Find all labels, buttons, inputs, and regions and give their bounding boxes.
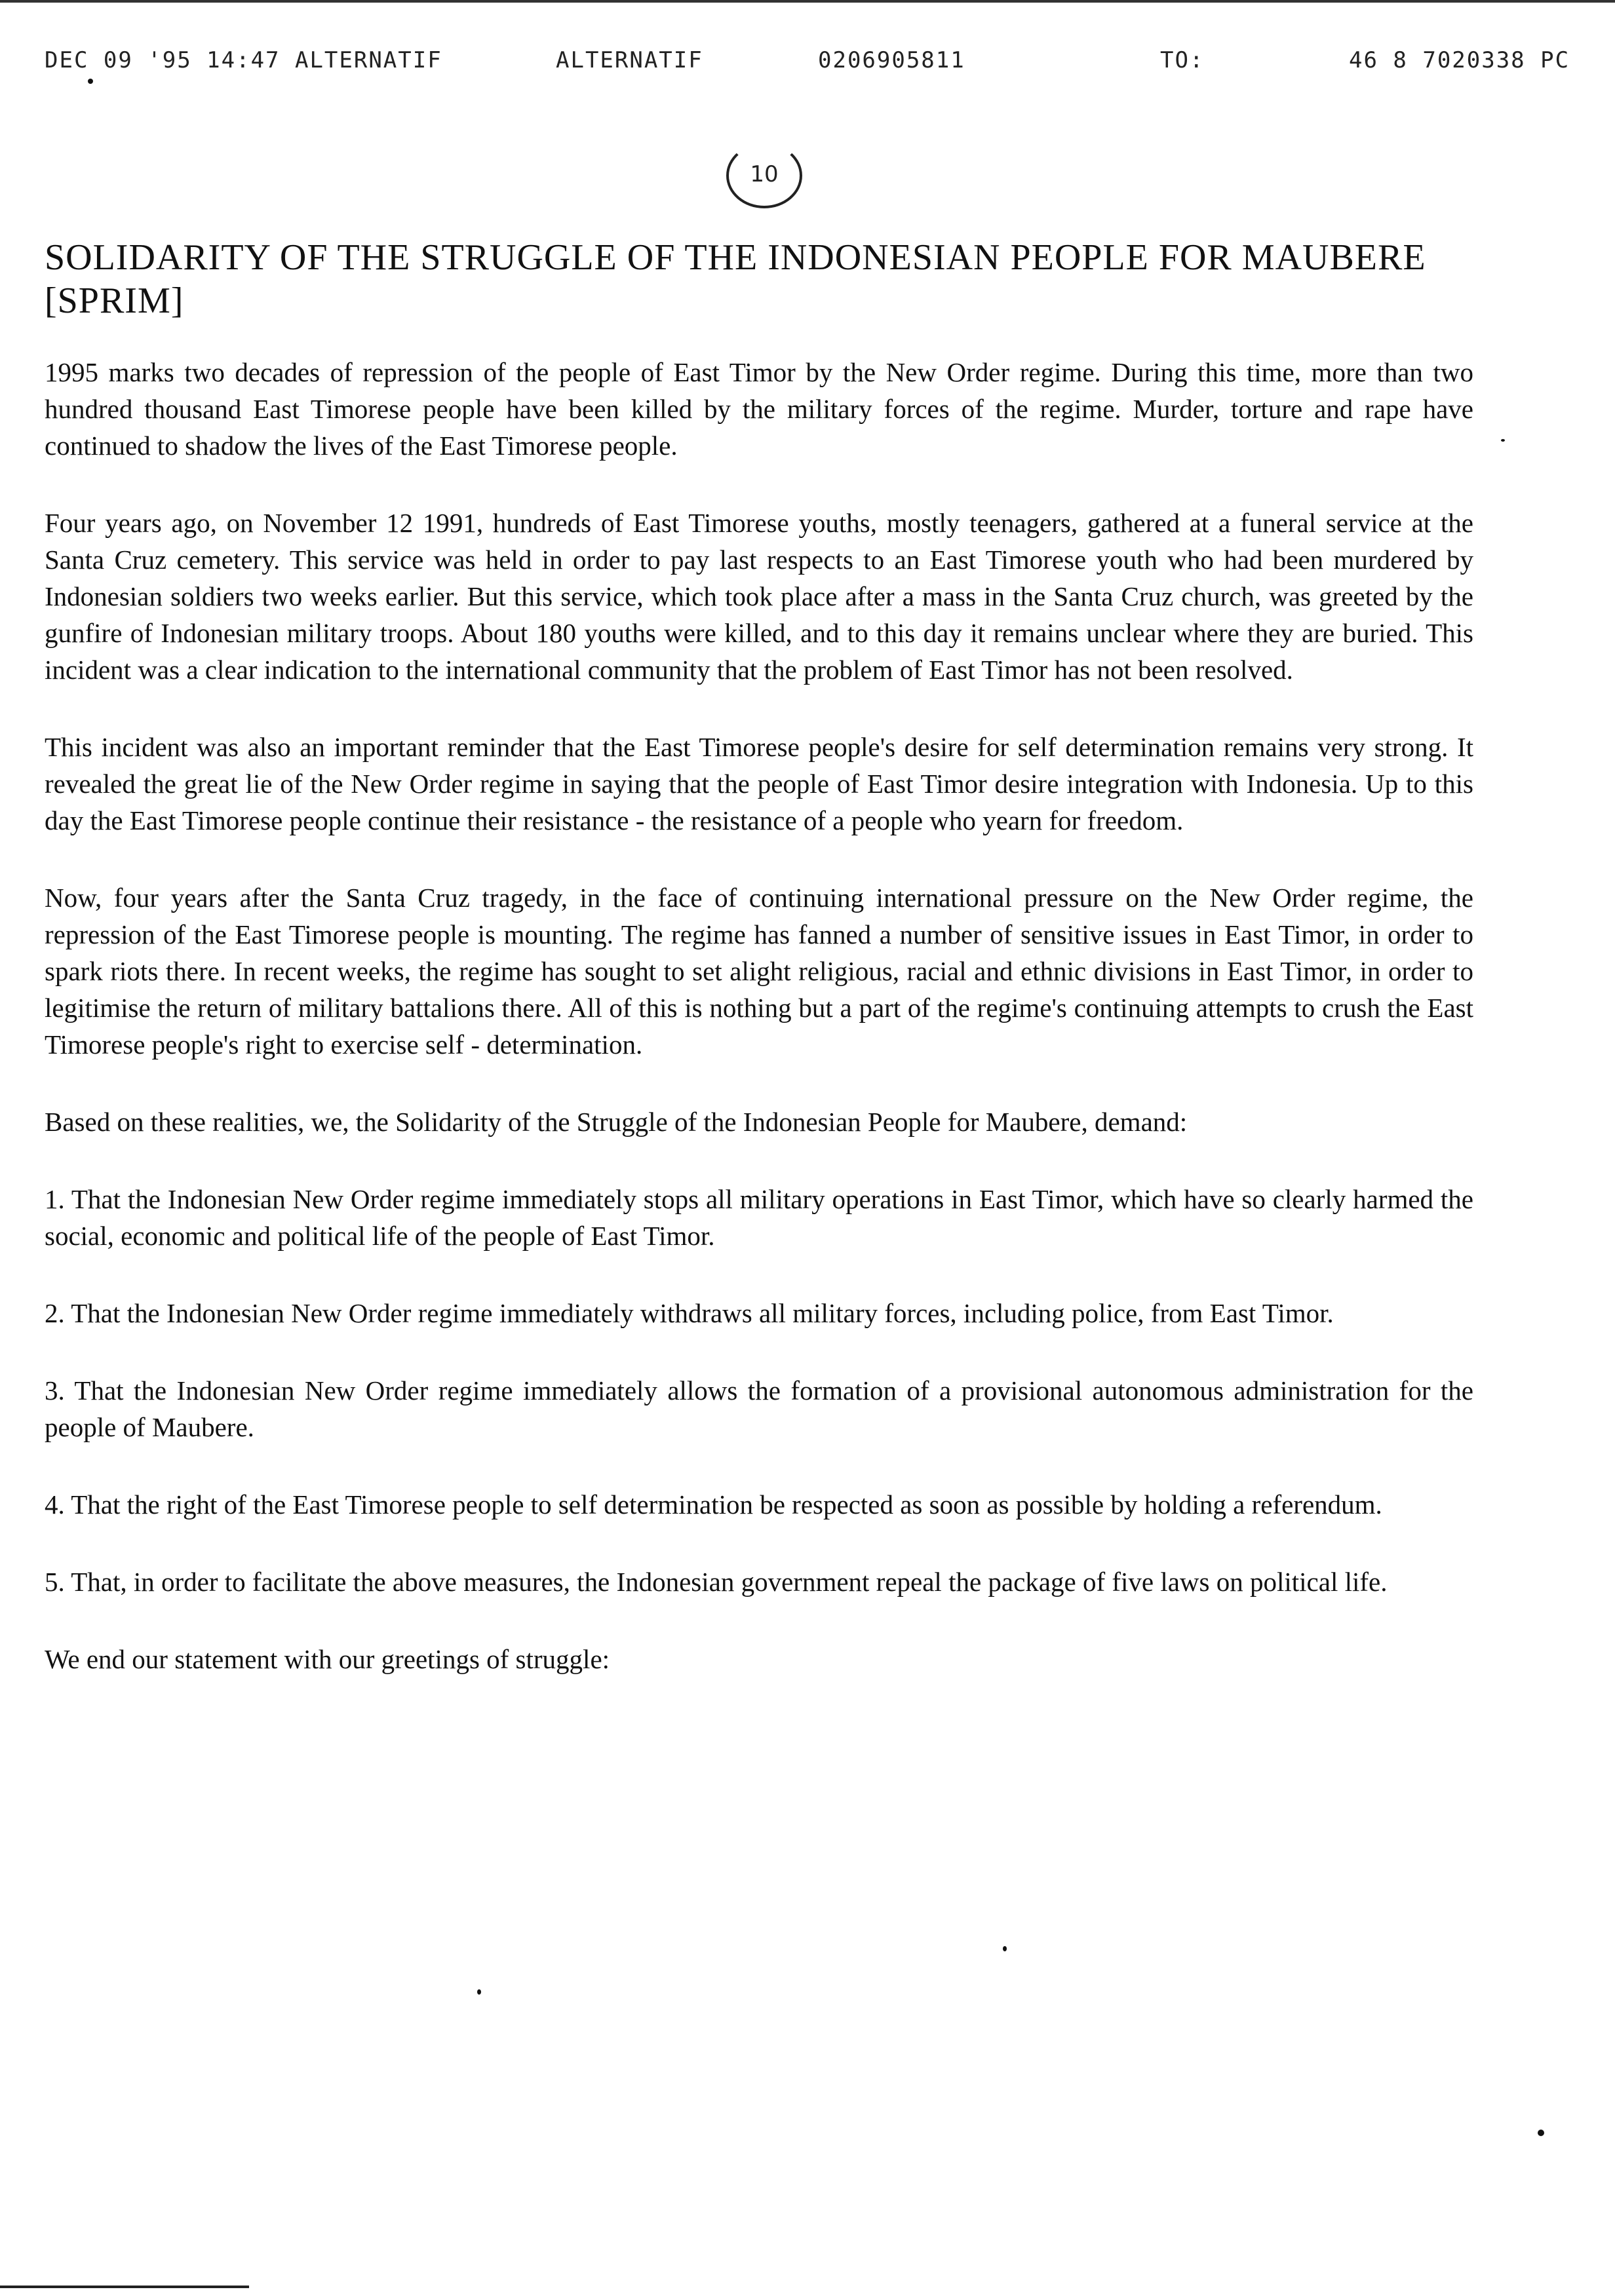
bottom-edge-rule [0,2286,249,2288]
scan-speck [1538,2130,1544,2136]
paragraph-reminder: This incident was also an important reminder that the East Timorese people's desire for self determination remains very strong. It revealed the great lie of the New Order regime in saying that the people of East Timor desire integration with Indonesia. Up to this day the East Timorese people continue their resistance - the resistance of a people who yearn for freedom. [45,732,1473,835]
demand-item-3: 3. That the Indonesian New Order regime immediately allows the formation of a provisional autonomous administration for the people of Maubere. [45,1375,1473,1442]
demands-intro: Based on these realities, we, the Solidarity of the Struggle of the Indonesian People for Maubere, demand: [45,1107,1188,1137]
fax-date-time-sender: DEC 09 '95 14:47 ALTERNATIF [45,47,442,73]
fax-to-label: TO: [1160,47,1205,73]
scan-speck [88,79,93,84]
document-title: SOLIDARITY OF THE STRUGGLE OF THE INDONESIAN PEOPLE FOR MAUBERE [SPRIM] [45,237,1426,321]
demand-item-5: 5. That, in order to facilitate the above measures, the Indonesian government repeal the package of five laws on political life. [45,1567,1388,1597]
demand-item-2: 2. That the Indonesian New Order regime immediately withdraws all military forces, including police, from East Timor. [45,1298,1334,1328]
page-number-circle: 10 [726,143,802,208]
demand-item-4: 4. That the right of the East Timorese people to self determination be respected as soon as possible by holding a referendum. [45,1489,1382,1520]
paragraph-santa-cruz: Four years ago, on November 12 1991, hundreds of East Timorese youths, mostly teenagers, gathered at a funeral service at the Santa Cruz cemetery. This service was held in order to pay last respects to an East Timorese youth who had been murdered by Indonesian soldiers two weeks earlier. But this service, which took place after a mass in the Santa Cruz church, was greeted by the gunfire of Indonesian military troops. About 180 youths were killed, and to this day it remains unclear where they are buried. This incident was a clear indication to the international community that the problem of East Timor has not been resolved. [45,508,1473,685]
fax-phone: 0206905811 [818,47,965,73]
fax-sender: ALTERNATIF [556,47,703,73]
fax-header [0,47,1615,80]
scan-speck [477,1989,481,1995]
fax-destination: 46 8 7020338 PC [1349,47,1570,73]
paragraph-intro: 1995 marks two decades of repression of the people of East Timor by the New Order regime. During this time, more than two hundred thousand East Timorese people have been killed by the military forces of the regime. Murder, torture and rape have continued to shadow the lives of the East Timorese people. [45,357,1473,461]
paragraph-repression: Now, four years after the Santa Cruz tragedy, in the face of continuing international pressure on the New Order regime, the repression of the East Timorese people is mounting. The regime has fanned a number of sensitive issues in East Timor, in order to spark riots there. In recent weeks, the regime has sought to set alight religious, racial and ethnic divisions in East Timor, in order to legitimise the return of military battalions there. All of this is nothing but a part of the regime's continuing attempts to crush the East Timorese people's right to exercise self - determination. [45,883,1473,1060]
scan-speck [1003,1946,1007,1951]
document-body [45,354,1473,1718]
demand-item-1: 1. That the Indonesian New Order regime immediately stops all military operations in East Timor, which have so clearly harmed the social, economic and political life of the people of East Timor. [45,1184,1473,1251]
top-edge-rule [0,0,1615,3]
closing-statement: We end our statement with our greetings of struggle: [45,1644,610,1674]
scan-speck [1501,439,1505,442]
